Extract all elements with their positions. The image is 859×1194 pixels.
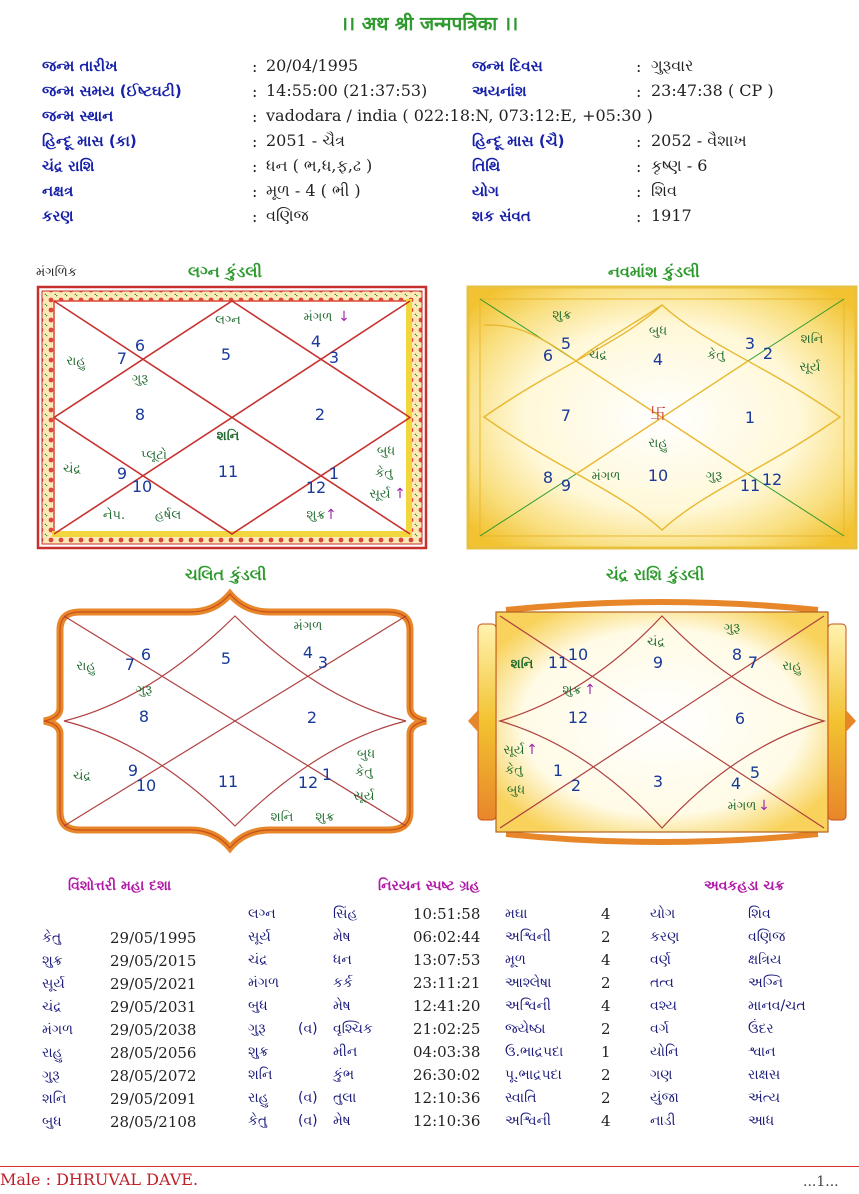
planet-label: કેતુ xyxy=(355,765,373,780)
moon-sign: ધન ( ભ,ધ,ફ,ઢ ) xyxy=(266,156,373,175)
planet-label: બુધ xyxy=(356,747,376,762)
birth-label: જન્મ દિવસ xyxy=(472,57,543,75)
graha-planet: બુધ xyxy=(248,998,268,1014)
colon: : xyxy=(252,57,258,76)
dasha-planet: ગુરૂ xyxy=(42,1068,60,1084)
graha-sign: ધન xyxy=(333,952,352,968)
dasha-planet: મંગળ xyxy=(42,1022,74,1038)
birth-label: હિન્દૂ માસ (ચૈ) xyxy=(472,132,565,150)
planet-label: શુક્ર xyxy=(306,508,326,523)
graha-retro: (વ) xyxy=(298,1090,318,1106)
planet-label: હર્ષલ xyxy=(154,508,182,523)
house-number: 11 xyxy=(739,476,761,495)
arrow-down-icon: ↓ xyxy=(338,309,350,325)
planet-label: રાહુ xyxy=(782,659,802,674)
chalit-chart-title: ચલિત કુંડલી xyxy=(185,565,267,584)
avakahada-key: યોગ xyxy=(650,906,676,922)
planet-label: સૂર્ય xyxy=(503,743,525,758)
graha-degree: 12:41:20 xyxy=(413,997,481,1015)
house-number: 7 xyxy=(747,653,759,672)
nakshatra: મૂળ - 4 ( ભી ) xyxy=(266,181,361,200)
graha-nakshatra: મઘા xyxy=(505,906,528,922)
graha-nakshatra: પૂ.ભાદ્રપદા xyxy=(505,1067,562,1083)
avakahada-value: ઉંદર xyxy=(748,1021,774,1037)
graha-nakshatra: મૂળ xyxy=(505,952,526,968)
colon: : xyxy=(636,182,642,201)
graha-degree: 23:11:21 xyxy=(413,974,481,992)
ayanamsha: 23:47:38 ( CP ) xyxy=(651,81,774,100)
colon: : xyxy=(636,57,642,76)
graha-planet: રાહુ xyxy=(248,1090,269,1106)
avakahada-key: તત્વ xyxy=(650,975,674,991)
graha-degree: 12:10:36 xyxy=(413,1112,481,1130)
birth-time: 14:55:00 (21:37:53) xyxy=(266,81,428,100)
graha-pada: 1 xyxy=(601,1043,611,1061)
avakahada-key: કરણ xyxy=(650,929,680,945)
graha-sign: વૃશ્ચિક xyxy=(333,1021,373,1037)
graha-pada: 4 xyxy=(601,1112,611,1130)
planet-label: કેતુ xyxy=(707,348,725,363)
house-number: 6 xyxy=(140,645,152,664)
dasha-date: 29/05/2038 xyxy=(110,1021,197,1039)
avakahada-value: આધ xyxy=(748,1113,775,1129)
graha-sign: મીન xyxy=(333,1044,358,1060)
graha-degree: 04:03:38 xyxy=(413,1043,481,1061)
planet-label: શનિ xyxy=(270,810,294,825)
avakahada-table-title: અવકહડા ચક્ર xyxy=(704,878,785,894)
lagna-chart-title: લગ્ન કુંડલી xyxy=(188,262,263,281)
house-number: 11 xyxy=(217,462,239,481)
colon: : xyxy=(636,157,642,176)
graha-sign: કુંભ xyxy=(333,1067,355,1083)
planet-label: કેતુ xyxy=(505,763,523,778)
birth-label: અયનાંશ xyxy=(472,82,527,100)
avakahada-key: વશ્ય xyxy=(650,998,678,1014)
dasha-planet: બુધ xyxy=(42,1114,62,1130)
colon: : xyxy=(252,82,258,101)
planet-label: ચંદ્ર xyxy=(62,462,82,477)
lagna-chart xyxy=(36,285,428,550)
planet-label: બુધ xyxy=(506,783,526,798)
planet-label: ગુરૂ xyxy=(723,621,741,636)
house-number: 5 xyxy=(220,345,232,364)
graha-planet: શનિ xyxy=(248,1067,273,1083)
navamsa-chart xyxy=(466,285,858,550)
dasha-table-title: વિંશોત્તરી મહા દશા xyxy=(68,878,172,894)
house-number: 1 xyxy=(744,408,756,427)
colon: : xyxy=(252,157,258,176)
graha-pada: 4 xyxy=(601,905,611,923)
house-number: 8 xyxy=(731,645,743,664)
colon: : xyxy=(252,132,258,151)
graha-sign: મેષ xyxy=(333,998,351,1014)
shak-samvat: 1917 xyxy=(651,206,692,225)
graha-planet: લગ્ન xyxy=(248,906,276,922)
planet-label: મંગળ xyxy=(293,619,323,634)
graha-pada: 2 xyxy=(601,1089,611,1107)
dasha-date: 29/05/2015 xyxy=(110,952,197,970)
house-number: 12 xyxy=(567,708,589,727)
dasha-date: 29/05/2091 xyxy=(110,1090,197,1108)
birth-label: કરણ xyxy=(42,207,74,225)
planet-label: ચંદ્ર xyxy=(588,348,608,363)
graha-retro: (વ) xyxy=(298,1113,318,1129)
planet-label: રાહુ xyxy=(648,436,668,451)
graha-planet: મંગળ xyxy=(248,975,280,991)
dasha-planet: શુક્ર xyxy=(42,953,63,969)
arrow-up-icon: ↑ xyxy=(584,682,596,698)
house-number: 2 xyxy=(570,776,582,795)
house-number: 1 xyxy=(328,464,340,483)
mangalik-label: મંગળિક xyxy=(36,265,77,280)
avakahada-value: શ્વાન xyxy=(748,1044,776,1060)
planet-label: શનિ xyxy=(510,657,534,672)
page-number: ...1... xyxy=(803,1174,839,1190)
avakahada-key: યોનિ xyxy=(650,1044,679,1060)
house-number: 2 xyxy=(762,344,774,363)
footer-divider xyxy=(0,1166,859,1167)
birth-place: vadodara / india ( 022:18:N, 073:12:E, +05:30 ) xyxy=(266,106,653,125)
house-number: 1 xyxy=(321,765,333,784)
avakahada-value: શિવ xyxy=(748,906,771,922)
dasha-date: 29/05/2031 xyxy=(110,998,197,1016)
house-number: 4 xyxy=(652,350,664,369)
birth-label: જન્મ તારીખ xyxy=(42,57,118,75)
birth-label: નક્ષત્ર xyxy=(42,182,74,200)
planet-label: રાહુ xyxy=(66,354,86,369)
yoga: શિવ xyxy=(651,181,677,200)
planet-label: મંગળ xyxy=(303,310,333,325)
house-number: 9 xyxy=(560,476,572,495)
planet-label: મંગળ xyxy=(727,799,757,814)
dasha-date: 29/05/2021 xyxy=(110,975,197,993)
house-number: 8 xyxy=(134,405,146,424)
planet-label: રાહુ xyxy=(76,659,96,674)
chalit-chart xyxy=(40,590,430,852)
birth-label: તિથિ xyxy=(472,157,501,175)
planet-label: શુક્ર xyxy=(315,810,335,825)
colon: : xyxy=(252,207,258,226)
house-number: 12 xyxy=(297,773,319,792)
colon: : xyxy=(636,82,642,101)
planet-label: શનિ xyxy=(216,429,240,444)
planet-label: ગુરૂ xyxy=(131,372,149,387)
arrow-up-icon: ↑ xyxy=(526,742,538,758)
graha-degree: 10:51:58 xyxy=(413,905,481,923)
graha-nakshatra: અશ્વિની xyxy=(505,1113,552,1129)
graha-degree: 13:07:53 xyxy=(413,951,481,969)
graha-nakshatra: અશ્વિની xyxy=(505,998,552,1014)
colon: : xyxy=(636,132,642,151)
avakahada-key: નાડી xyxy=(650,1113,676,1129)
graha-nakshatra: સ્વાતિ xyxy=(505,1090,537,1106)
house-number: 10 xyxy=(131,477,153,496)
swastika-icon: 卐 xyxy=(649,404,667,423)
colon: : xyxy=(252,107,258,126)
house-number: 7 xyxy=(116,349,128,368)
house-number: 3 xyxy=(652,772,664,791)
planet-label: ચંદ્ર xyxy=(646,635,666,650)
avakahada-value: અંત્ય xyxy=(748,1090,781,1106)
planet-label: શુક્ર xyxy=(562,683,582,698)
arrow-up-icon: ↑ xyxy=(394,486,406,502)
house-number: 11 xyxy=(547,653,569,672)
house-number: 6 xyxy=(134,336,146,355)
chandra-chart xyxy=(466,590,858,852)
footer-name: Male : DHRUVAL DAVE. xyxy=(0,1170,199,1189)
colon: : xyxy=(252,182,258,201)
birth-label: જન્મ સ્થાન xyxy=(42,107,114,125)
house-number: 2 xyxy=(306,708,318,727)
graha-sign: કર્ક xyxy=(333,975,353,991)
dasha-planet: સૂર્ય xyxy=(42,976,65,992)
house-number: 8 xyxy=(138,707,150,726)
arrow-down-icon: ↓ xyxy=(758,798,770,814)
graha-planet: સૂર્ય xyxy=(248,929,271,945)
house-number: 4 xyxy=(730,774,742,793)
navamsa-chart-title: નવમાંશ કુંડલી xyxy=(608,262,700,281)
graha-nakshatra: અશ્વિની xyxy=(505,929,552,945)
planet-label: ગુરૂ xyxy=(135,683,153,698)
planet-label: સૂર્ય xyxy=(799,360,821,375)
graha-degree: 26:30:02 xyxy=(413,1066,481,1084)
colon: : xyxy=(636,207,642,226)
tithi: કૃષ્ણ - 6 xyxy=(651,156,708,175)
graha-sign: સિંહ xyxy=(333,906,358,922)
avakahada-value: અગ્નિ xyxy=(748,975,784,991)
page-title: ।। अथ श्री जन्मपत्रिका ।। xyxy=(340,13,519,35)
house-number: 3 xyxy=(317,653,329,672)
planet-label: સૂર્ય xyxy=(369,487,391,502)
house-number: 10 xyxy=(135,776,157,795)
dasha-date: 28/05/2108 xyxy=(110,1113,197,1131)
graha-planet: ચંદ્ર xyxy=(248,952,268,968)
graha-sign: તુલા xyxy=(333,1090,357,1106)
planet-label: બુધ xyxy=(648,324,668,339)
birth-label: શક સંવત xyxy=(472,207,531,225)
graha-nakshatra: આશ્લેષા xyxy=(505,975,552,991)
birth-day: ગુરૂવાર xyxy=(651,56,694,75)
house-number: 7 xyxy=(124,655,136,674)
planet-label: લગ્ન xyxy=(215,313,241,328)
graha-nakshatra: ઉ.ભાદ્રપદા xyxy=(505,1044,564,1060)
birth-date: 20/04/1995 xyxy=(266,56,359,75)
house-number: 11 xyxy=(217,772,239,791)
planet-label: નેપ. xyxy=(102,508,126,523)
graha-pada: 2 xyxy=(601,1066,611,1084)
graha-degree: 06:02:44 xyxy=(413,928,481,946)
graha-pada: 2 xyxy=(601,974,611,992)
house-number: 4 xyxy=(302,643,314,662)
dasha-planet: કેતુ xyxy=(42,930,62,946)
graha-nakshatra: જ્યેષ્ઠા xyxy=(505,1021,546,1037)
house-number: 9 xyxy=(116,464,128,483)
dasha-date: 29/05/1995 xyxy=(110,929,197,947)
graha-pada: 2 xyxy=(601,928,611,946)
graha-planet: ગુરૂ xyxy=(248,1021,266,1037)
birth-label: જન્મ સમય (ઈષ્ટઘટી) xyxy=(42,82,182,100)
house-number: 7 xyxy=(560,406,572,425)
planet-label: સૂર્ય xyxy=(353,789,375,804)
planet-label: શુક્ર xyxy=(552,308,572,323)
house-number: 1 xyxy=(552,761,564,780)
house-number: 3 xyxy=(328,348,340,367)
birth-label: હિન્દૂ માસ (કા) xyxy=(42,132,137,150)
planet-label: પ્લૂટો xyxy=(140,448,168,463)
house-number: 8 xyxy=(542,468,554,487)
avakahada-key: ગણ xyxy=(650,1067,673,1083)
house-number: 12 xyxy=(305,478,327,497)
graha-planet: શુક્ર xyxy=(248,1044,269,1060)
house-number: 5 xyxy=(560,334,572,353)
dasha-planet: ચંદ્ર xyxy=(42,999,62,1015)
avakahada-key: યુંજા xyxy=(650,1090,679,1106)
planet-label: કેતુ xyxy=(375,466,393,481)
house-number: 4 xyxy=(310,332,322,351)
arrow-up-icon: ↑ xyxy=(325,507,337,523)
graha-pada: 4 xyxy=(601,951,611,969)
house-number: 3 xyxy=(744,334,756,353)
graha-degree: 21:02:25 xyxy=(413,1020,481,1038)
graha-degree: 12:10:36 xyxy=(413,1089,481,1107)
birth-label: ચંદ્ર રાશિ xyxy=(42,157,95,175)
planet-label: મંગળ xyxy=(591,469,621,484)
graha-table-title: નિરયન સ્પષ્ટ ગ્રહ xyxy=(378,878,480,894)
dasha-date: 28/05/2056 xyxy=(110,1044,197,1062)
avakahada-value: માનવ/ચત xyxy=(748,998,806,1014)
planet-label: ગુરૂ xyxy=(705,469,723,484)
hindu-month-ka: 2051 - ચૈત્ર xyxy=(266,131,345,150)
house-number: 12 xyxy=(761,470,783,489)
avakahada-value: રાક્ષસ xyxy=(748,1067,781,1083)
graha-planet: કેતુ xyxy=(248,1113,268,1129)
house-number: 6 xyxy=(734,709,746,728)
graha-sign: મેષ xyxy=(333,929,351,945)
birth-label: યોગ xyxy=(472,182,499,200)
house-number: 6 xyxy=(542,346,554,365)
house-number: 9 xyxy=(127,761,139,780)
planet-label: શનિ xyxy=(800,332,824,347)
graha-retro: (વ) xyxy=(298,1021,318,1037)
house-number: 9 xyxy=(652,653,664,672)
avakahada-value: વણિજ xyxy=(748,929,786,945)
house-number: 2 xyxy=(314,405,326,424)
house-number: 5 xyxy=(220,649,232,668)
house-number: 10 xyxy=(647,466,669,485)
graha-pada: 4 xyxy=(601,997,611,1015)
planet-label: બુધ xyxy=(376,444,396,459)
chandra-chart-title: ચંદ્ર રાશિ કુંડલી xyxy=(606,565,705,584)
dasha-planet: રાહુ xyxy=(42,1045,63,1061)
planet-label: ચંદ્ર xyxy=(72,769,92,784)
house-number: 10 xyxy=(567,645,589,664)
dasha-planet: શનિ xyxy=(42,1091,67,1107)
graha-pada: 2 xyxy=(601,1020,611,1038)
avakahada-key: વર્ગ xyxy=(650,1021,669,1037)
graha-sign: મેષ xyxy=(333,1113,351,1129)
karan: વણિજ xyxy=(266,206,309,225)
house-number: 5 xyxy=(749,763,761,782)
hindu-month-chai: 2052 - વૈશાખ xyxy=(651,131,747,150)
avakahada-value: ક્ષત્રિય xyxy=(748,952,782,968)
dasha-date: 28/05/2072 xyxy=(110,1067,197,1085)
avakahada-key: વર્ણ xyxy=(650,952,671,968)
